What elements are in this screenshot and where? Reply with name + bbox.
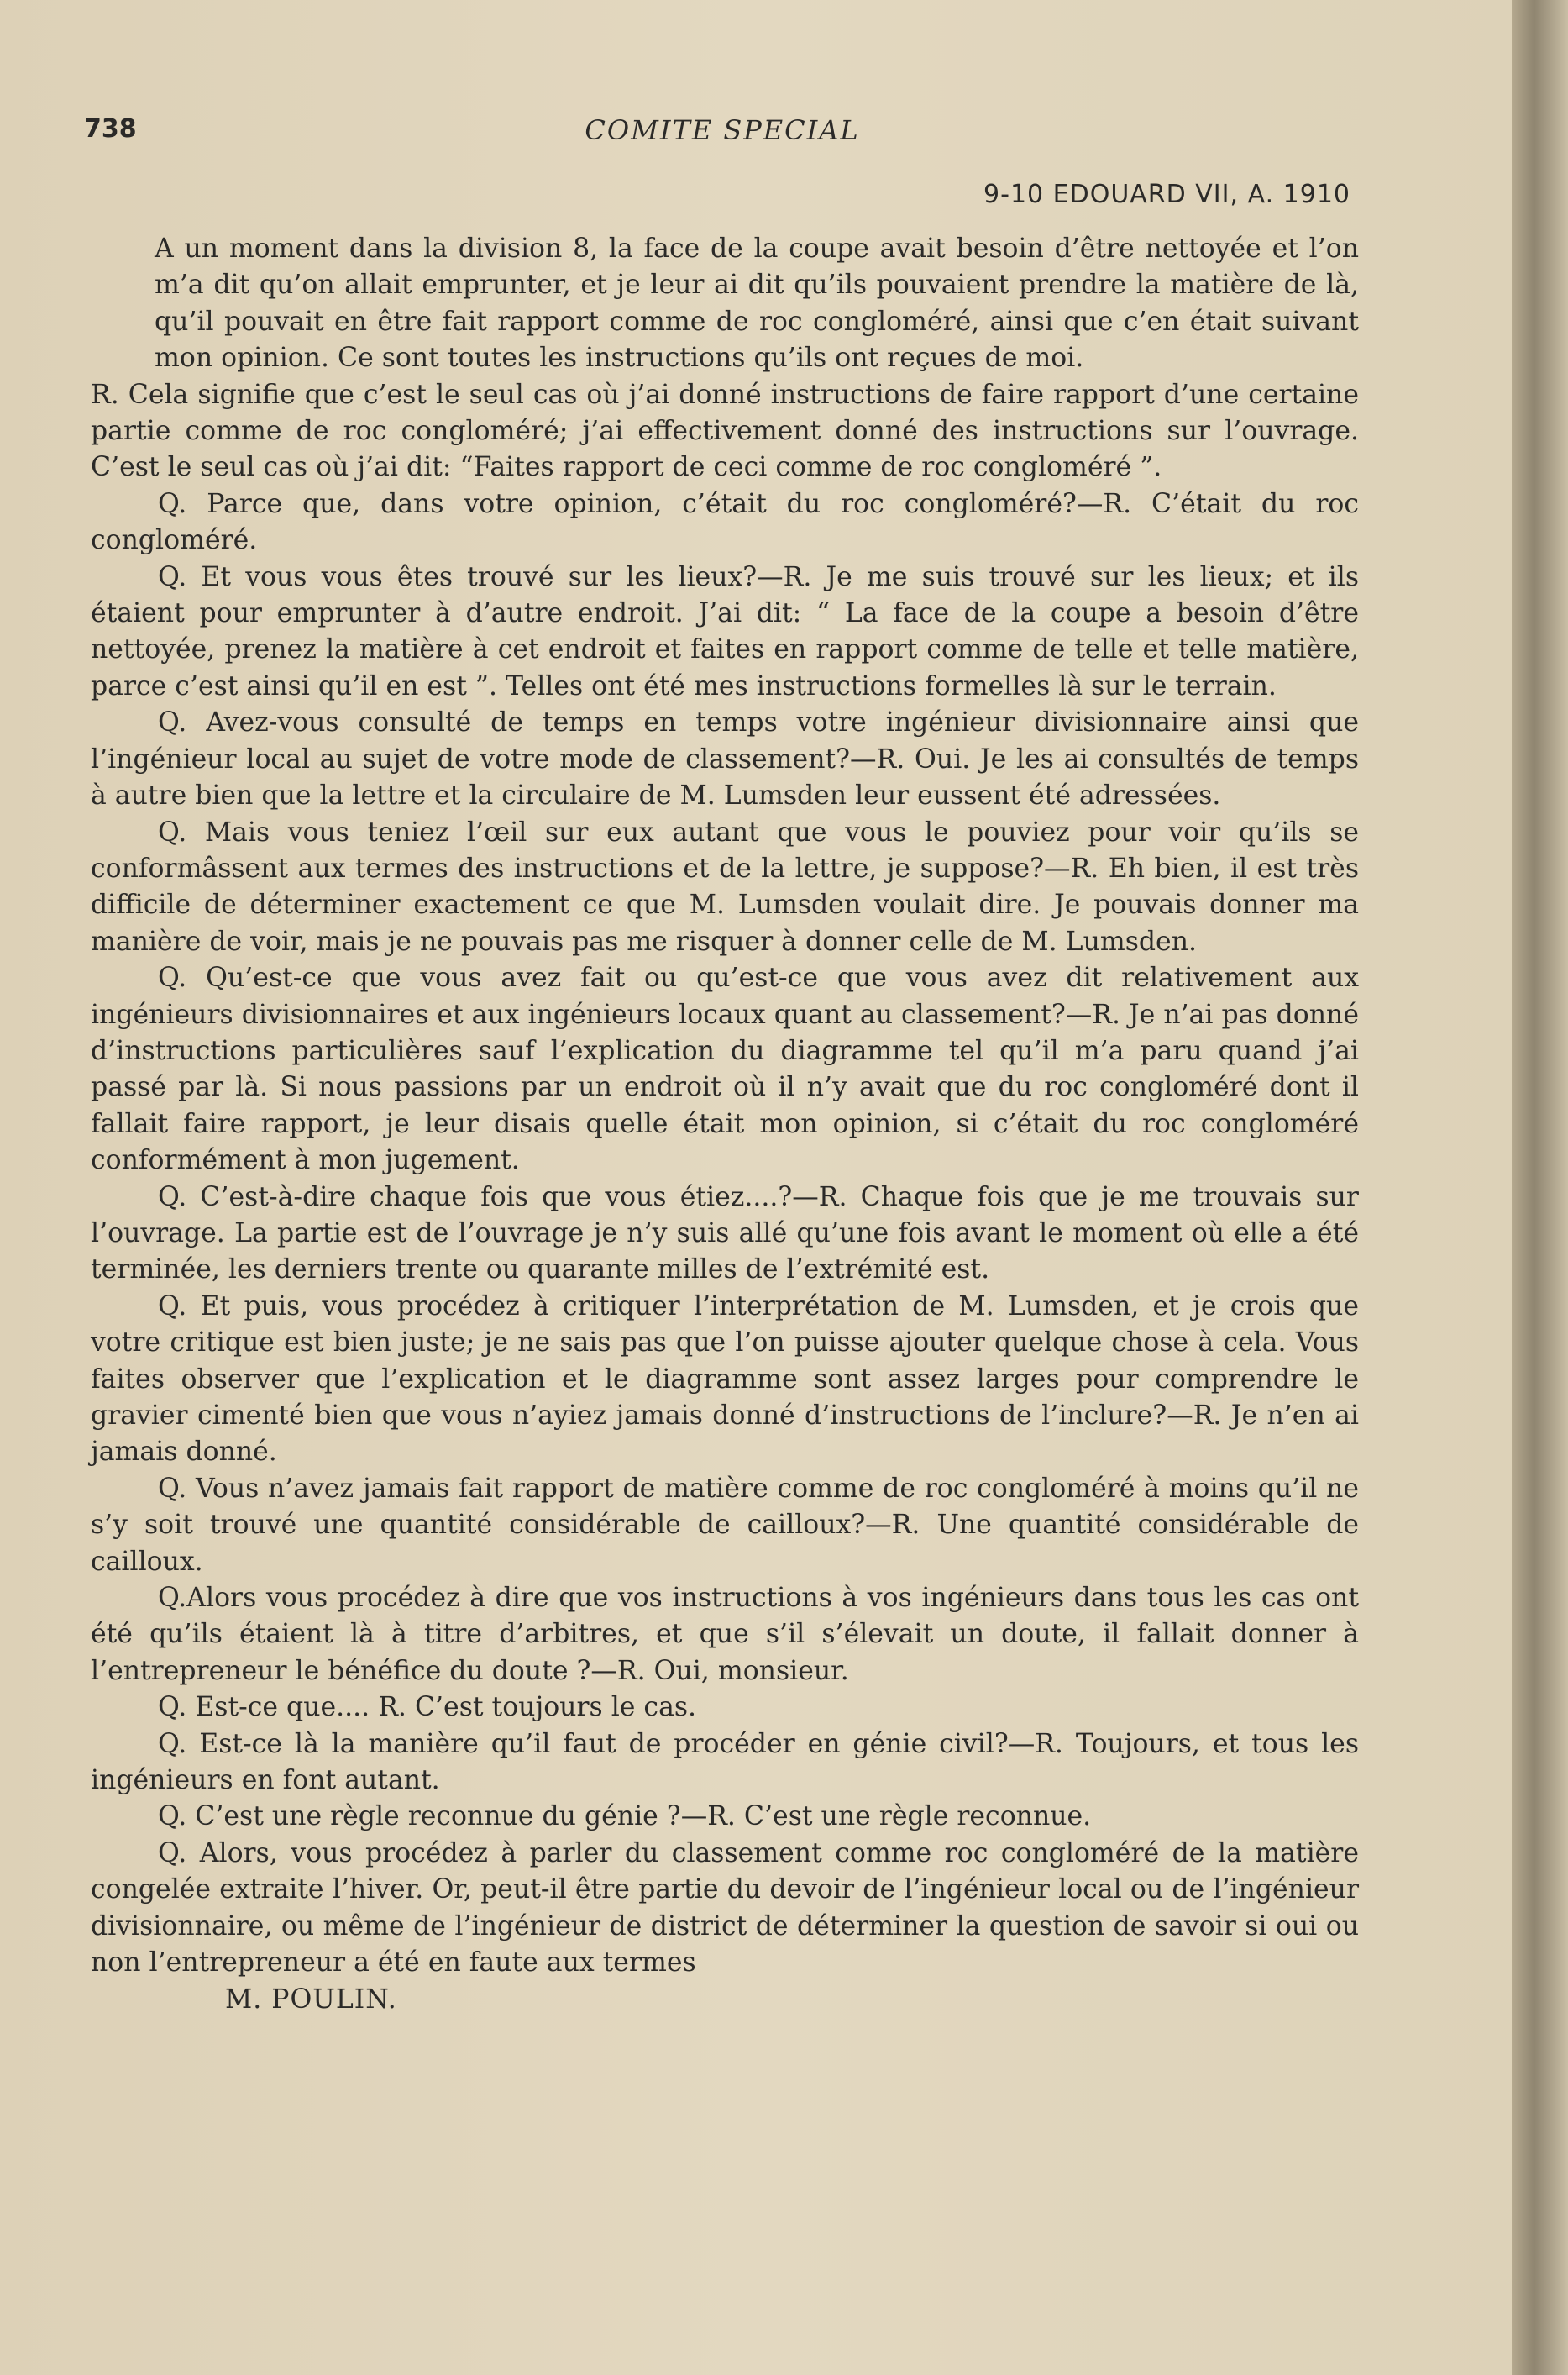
footer-speaker: M. POULIN. xyxy=(225,1984,397,2015)
paragraph: Q. Avez-vous consulté de temps en temps votre ingénieur divisionnaire ainsi que l’ingénieur local au sujet de votre mode de classement?—R. Oui. Je les ai consultés de temps à autre bien que la lettre et la circulaire de M. Lumsden leur eussent été adressées. xyxy=(91,707,1359,812)
book-gutter xyxy=(1512,0,1568,2375)
paragraph: Q. Alors, vous procédez à parler du classement comme roc congloméré de la matière congelée extraite l’hiver. Or, peut-il être partie du devoir de l’ingénieur local ou de l’ingénieur divisionnaire, ou même de l’ingénieur de district de déterminer la question de savoir si oui ou non l’entrepreneur a été en faute aux termes xyxy=(91,1837,1359,1978)
paragraph: Q. Et puis, vous procédez à critiquer l’interprétation de M. Lumsden, et je crois que votre critique est bien juste; je ne sais pas que l’on puisse ajouter quelque chose à cela. Vous faites observer que l’explication et le diagramme sont assez larges pour comprendre le gravier cimenté bien que vous n’ayiez jamais donné d’instructions de l’inclure?—R. Je n’en ai jamais donné. xyxy=(91,1290,1359,1468)
running-title: COMITE SPECIAL xyxy=(585,114,860,146)
paragraph: A un moment dans la division 8, la face de la coupe avait besoin d’être nettoyée et l’on m’a dit qu’on allait emprunter, et je leur ai dit qu’ils pouvaient prendre la matière de là, qu’il pouvait en être fait rapport comme de roc congloméré, ainsi que c’en était suivant mon opinion. Ce sont toutes les instructions qu’ils ont reçues de moi. xyxy=(155,234,1359,374)
session-reference: 9-10 EDOUARD VII, A. 1910 xyxy=(983,180,1350,209)
document-body xyxy=(91,231,1359,2018)
paragraph: Q. Est-ce que.... R. C’est toujours le cas. xyxy=(158,1692,697,1723)
paragraph: Q. Et vous vous êtes trouvé sur les lieux?—R. Je me suis trouvé sur les lieux; et ils étaient pour emprunter à d’autre endroit. J’ai dit: “ La face de la coupe a besoin d’être nettoyée, prenez la matière à cet endroit et faites en rapport comme de telle et telle matière, parce c’est ainsi qu’il en est ”. Telles ont été mes instructions formelles là sur le terrain. xyxy=(91,561,1359,701)
paragraph: Q. Est-ce là la manière qu’il faut de procéder en génie civil?—R. Toujours, et tous les ingénieurs en font autant. xyxy=(91,1728,1359,1796)
page-header xyxy=(84,114,1361,156)
paragraph: Q. Qu’est-ce que vous avez fait ou qu’est-ce que vous avez dit relativement aux ingénieurs divisionnaires et aux ingénieurs locaux quant au classement?—R. Je n’ai pas donné d’instructions particulières sauf l’explication du diagramme tel qu’il m’a paru quand j’ai passé par là. Si nous passions par un endroit où il n’y avait que du roc congloméré dont il fallait faire rapport, je leur disais quelle était mon opinion, si c’était du roc congloméré conformément à mon jugement. xyxy=(91,963,1359,1176)
paragraph: Q.Alors vous procédez à dire que vos instructions à vos ingénieurs dans tous les cas ont été qu’ils étaient là à titre d’arbitres, et que s’il s’élevait un doute, il fallait donner à l’entrepreneur le bénéfice du doute ?—R. Oui, monsieur. xyxy=(91,1583,1359,1686)
paragraph: Q. C’est-à-dire chaque fois que vous étiez....?—R. Chaque fois que je me trouvais sur l’ouvrage. La partie est de l’ouvrage je n’y suis allé qu’une fois avant le moment où elle a été terminée, les derniers trente ou quarante milles de l’extrémité est. xyxy=(91,1181,1359,1285)
paragraph: R. Cela signifie que c’est le seul cas où j’ai donné instructions de faire rapport d’une certaine partie comme de roc congloméré; j’ai effectivement donné des instructions sur l’ouvrage. C’est le seul cas où j’ai dit: “Faites rapport de ceci comme de roc congloméré ”. xyxy=(91,379,1359,483)
paragraph: Q. Parce que, dans votre opinion, c’était du roc congloméré?—R. C’était du roc congloméré. xyxy=(91,488,1359,556)
paragraph: Q. C’est une règle reconnue du génie ?—R. C’est une règle reconnue. xyxy=(158,1801,1092,1832)
page-number: 738 xyxy=(84,114,137,144)
paragraph: Q. Mais vous teniez l’œil sur eux autant que vous le pouviez pour voir qu’ils se conformâssent aux termes des instructions et de la lettre, je suppose?—R. Eh bien, il est très difficile de déterminer exactement ce que M. Lumsden voulait dire. Je pouvais donner ma manière de voir, mais je ne pouvais pas me risquer à donner celle de M. Lumsden. xyxy=(91,817,1359,957)
paragraph: Q. Vous n’avez jamais fait rapport de matière comme de roc congloméré à moins qu’il ne s’y soit trouvé une quantité considérable de cailloux?—R. Une quantité considérable de cailloux. xyxy=(91,1473,1359,1577)
